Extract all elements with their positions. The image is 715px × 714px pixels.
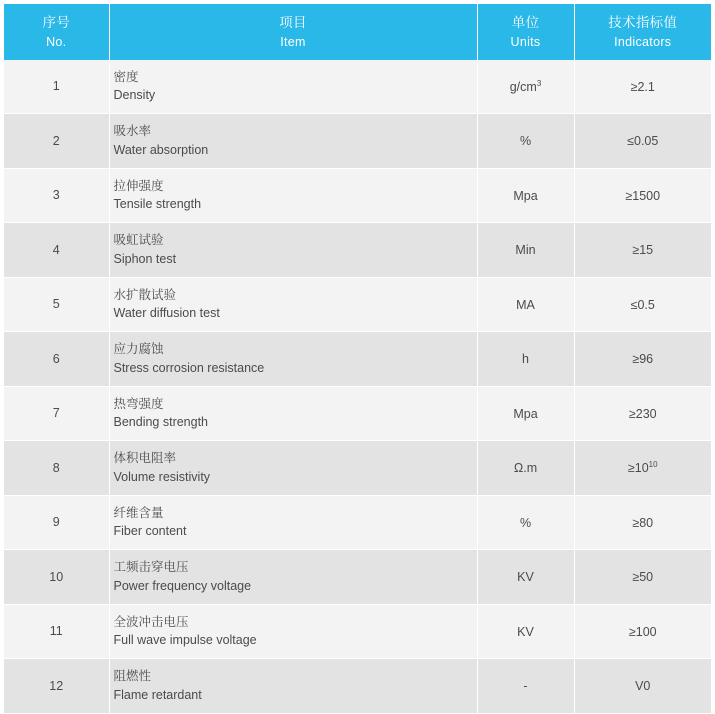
column-header-units-cn: 单位: [511, 15, 540, 30]
row-item-en: Bending strength: [113, 415, 209, 430]
row-indicator: [574, 386, 711, 441]
column-header-item-cn: 项目: [279, 15, 307, 30]
row-item: [109, 441, 477, 496]
row-item-en: Siphon test: [113, 251, 177, 266]
row-unit: [477, 223, 574, 278]
row-item-en: Power frequency voltage: [113, 578, 252, 593]
table-header-row: [4, 4, 711, 60]
row-indicator-text: ≥230: [628, 407, 657, 422]
table-row: [4, 332, 711, 387]
row-item-en: Flame retardant: [113, 687, 202, 702]
table-row: [4, 441, 711, 496]
row-indicator: [574, 659, 711, 714]
row-unit-text: h: [522, 352, 529, 367]
table-header: [4, 4, 711, 60]
table-row: [4, 168, 711, 223]
table-row: [4, 604, 711, 659]
row-indicator-text: ≥100: [628, 625, 657, 640]
row-item: [109, 604, 477, 659]
row-item-en: Water diffusion test: [113, 306, 220, 321]
row-unit-text: Mpa: [513, 189, 538, 204]
row-indicator: [574, 223, 711, 278]
table-row: [4, 277, 711, 332]
table-body: [4, 60, 711, 714]
row-indicator: [574, 168, 711, 223]
row-indicator-text: ≥2.1: [630, 80, 655, 95]
row-no: 5: [4, 277, 109, 332]
column-header-item-en: Item: [280, 34, 306, 49]
row-item: [109, 386, 477, 441]
row-no: 12: [4, 659, 109, 714]
row-no: 6: [4, 332, 109, 387]
row-unit: [477, 114, 574, 169]
row-item-en: Tensile strength: [113, 197, 202, 212]
row-unit-sup: 3: [536, 78, 542, 88]
row-item: [109, 114, 477, 169]
row-item: [109, 60, 477, 114]
row-no: 9: [4, 495, 109, 550]
row-no: 7: [4, 386, 109, 441]
table-row: [4, 386, 711, 441]
table-row: [4, 659, 711, 714]
row-item: [109, 495, 477, 550]
row-item: [109, 659, 477, 714]
table-row: [4, 114, 711, 169]
row-indicator: [574, 441, 711, 496]
column-header-units-en: Units: [510, 34, 541, 49]
table-row: [4, 495, 711, 550]
row-item: [109, 277, 477, 332]
column-header-no: [4, 4, 109, 60]
table-row: [4, 223, 711, 278]
row-unit: [477, 168, 574, 223]
row-indicator: [574, 604, 711, 659]
column-header-item: [109, 4, 477, 60]
row-unit-text: %: [519, 516, 532, 531]
row-unit: [477, 659, 574, 714]
row-unit-text: g/cm: [509, 80, 537, 95]
row-item: [109, 223, 477, 278]
row-item: [109, 332, 477, 387]
row-indicator-text: ≥1500: [625, 189, 661, 204]
row-indicator: [574, 550, 711, 605]
row-indicator: [574, 332, 711, 387]
row-item-cn: 纤维含量: [113, 505, 164, 520]
column-header-indicators-cn: 技术指标值: [608, 15, 678, 30]
row-item-cn: 密度: [113, 69, 139, 84]
row-item-cn: 热弯强度: [113, 396, 164, 411]
column-header-indicators: [574, 4, 711, 60]
row-item-en: Fiber content: [113, 524, 187, 539]
row-unit: [477, 550, 574, 605]
row-indicator: [574, 495, 711, 550]
row-no: 4: [4, 223, 109, 278]
row-item: [109, 550, 477, 605]
row-item-cn: 应力腐蚀: [113, 342, 164, 357]
column-header-indicators-en: Indicators: [614, 34, 672, 49]
row-unit-text: Min: [515, 243, 536, 258]
table-row: [4, 550, 711, 605]
row-indicator: [574, 60, 711, 114]
row-item-cn: 吸水率: [113, 124, 152, 139]
column-header-no-cn: 序号: [42, 15, 71, 30]
row-no: 1: [4, 60, 109, 114]
row-indicator: [574, 114, 711, 169]
row-item-cn: 体积电阻率: [113, 451, 177, 466]
row-indicator-text: ≤0.05: [627, 134, 659, 149]
row-item-cn: 工频击穿电压: [113, 560, 189, 575]
row-item-en: Water absorption: [113, 142, 209, 157]
row-indicator-text: V0: [635, 679, 651, 694]
row-indicator-text: ≥96: [632, 352, 654, 367]
row-item-cn: 全波冲击电压: [113, 614, 189, 629]
row-item-en: Full wave impulse voltage: [113, 633, 257, 648]
row-item-cn: 阻燃性: [113, 669, 152, 684]
row-item-en: Volume resistivity: [113, 469, 211, 484]
row-item-en: Density: [113, 88, 156, 103]
row-no: 8: [4, 441, 109, 496]
row-unit: [477, 386, 574, 441]
row-unit-text: %: [519, 134, 532, 149]
row-no: 2: [4, 114, 109, 169]
row-item-cn: 拉伸强度: [113, 178, 164, 193]
row-indicator-text: ≥10: [627, 461, 649, 476]
row-item: [109, 168, 477, 223]
row-unit: [477, 332, 574, 387]
row-indicator-text: ≥15: [632, 243, 654, 258]
column-header-units: [477, 4, 574, 60]
row-unit: [477, 495, 574, 550]
row-unit-text: MA: [516, 298, 535, 313]
row-indicator-text: ≤0.5: [630, 298, 655, 313]
row-indicator-sup: 10: [648, 460, 658, 470]
column-header-no-en: No.: [46, 34, 67, 49]
row-unit: [477, 604, 574, 659]
row-unit-text: -: [523, 679, 528, 694]
row-no: 3: [4, 168, 109, 223]
table-row: [4, 60, 711, 114]
row-unit: [477, 60, 574, 114]
row-unit-text: KV: [517, 570, 534, 585]
specification-table: [4, 4, 711, 714]
row-item-en: Stress corrosion resistance: [113, 360, 265, 375]
row-indicator-text: ≥80: [632, 516, 654, 531]
row-indicator-text: ≥50: [632, 570, 654, 585]
row-unit-text: Mpa: [513, 407, 538, 422]
row-no: 11: [4, 604, 109, 659]
row-unit-text: Ω.m: [513, 461, 538, 476]
row-item-cn: 水扩散试验: [113, 287, 177, 302]
row-unit-text: KV: [517, 625, 534, 640]
row-indicator: [574, 277, 711, 332]
row-no: 10: [4, 550, 109, 605]
row-unit: [477, 277, 574, 332]
row-item-cn: 吸虹试验: [113, 233, 164, 248]
row-unit: [477, 441, 574, 496]
